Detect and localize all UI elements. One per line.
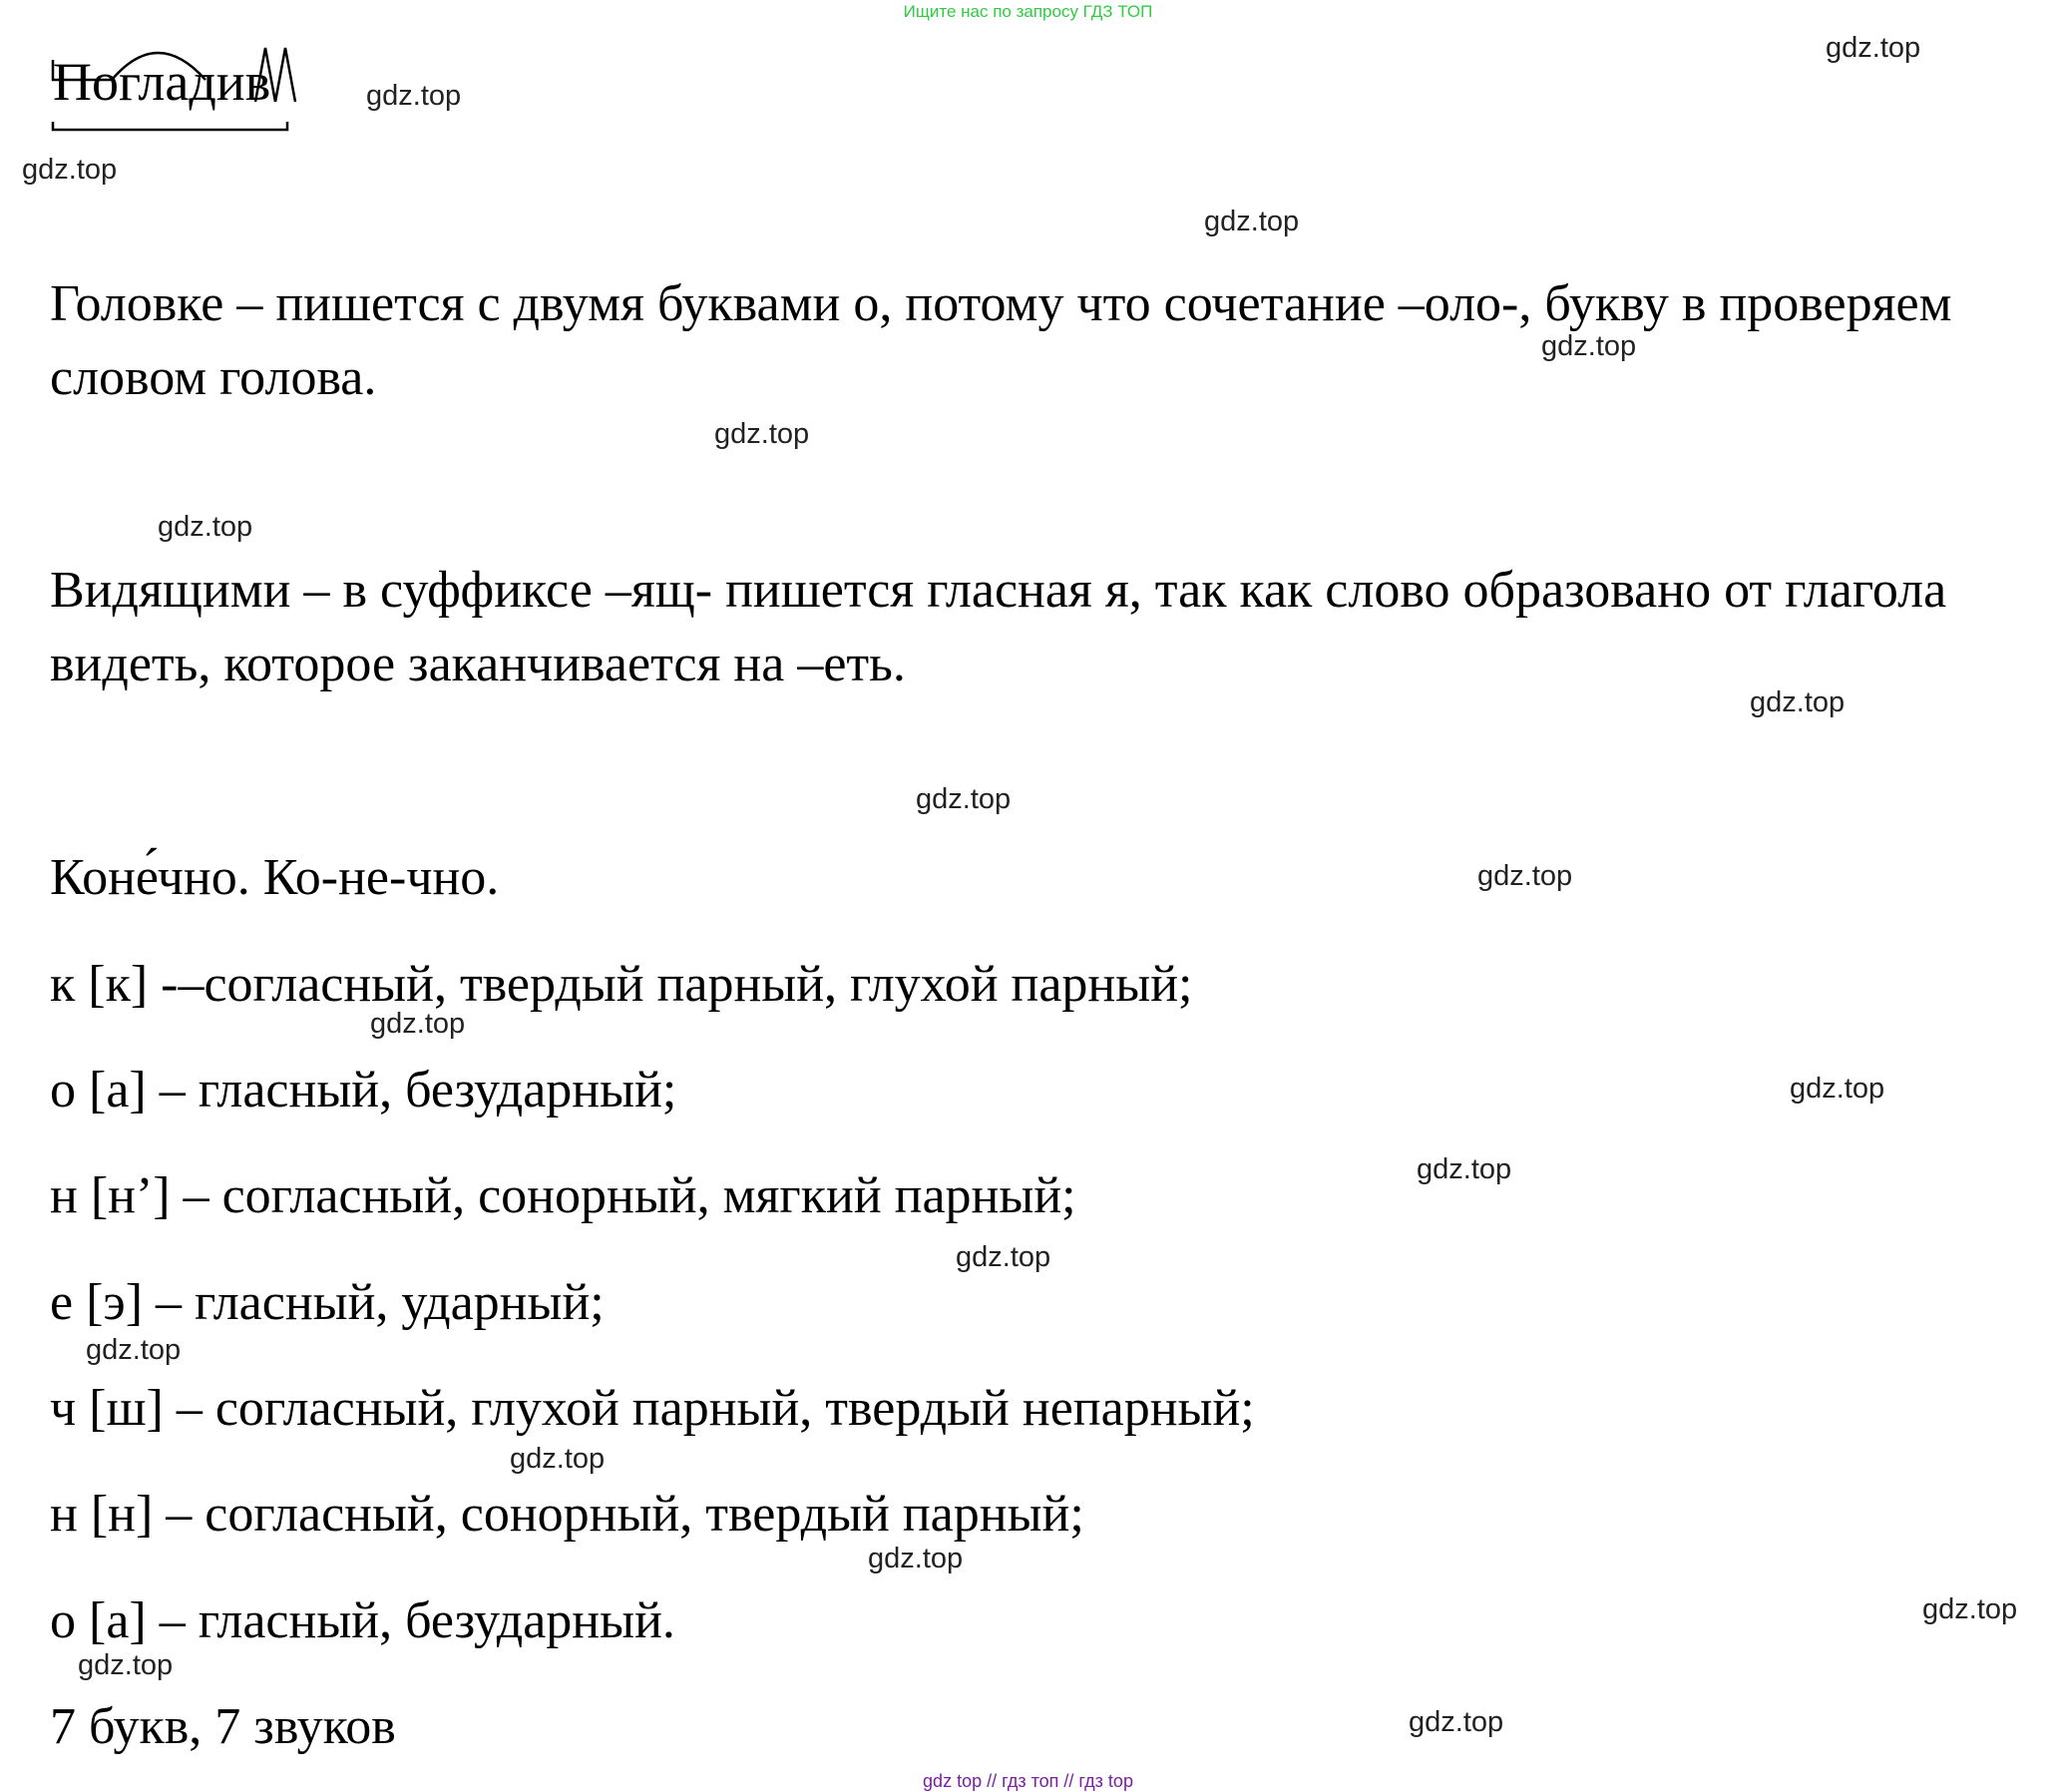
watermark: gdz.top	[78, 1649, 174, 1681]
sound-line: е [э] – гласный, ударный;	[50, 1274, 605, 1331]
analyzed-word: Погладив	[53, 52, 271, 112]
letters-sounds-summary: 7 букв, 7 звуков	[50, 1698, 396, 1755]
phonetic-heading: Коне́чно. Ко-не-чно.	[50, 849, 500, 906]
watermark: gdz.top	[868, 1543, 964, 1574]
sound-line: к [к] -–согласный, твердый парный, глухой парный;	[50, 956, 1193, 1013]
watermark: gdz.top	[1826, 32, 1921, 64]
watermark: gdz.top	[158, 511, 253, 543]
watermark: gdz.top	[1477, 860, 1573, 892]
sound-line: н [н’] – согласный, сонорный, мягкий парный;	[50, 1167, 1076, 1224]
watermark: gdz.top	[1750, 686, 1846, 718]
watermark: gdz.top	[1922, 1593, 2018, 1625]
sound-line: о [а] – гласный, безударный.	[50, 1592, 675, 1649]
watermark: gdz.top	[370, 1008, 466, 1040]
sound-line: н [н] – согласный, сонорный, твердый парный;	[50, 1486, 1084, 1543]
watermark: gdz.top	[510, 1443, 606, 1475]
watermark: gdz.top	[1409, 1706, 1504, 1738]
watermark: gdz.top	[916, 783, 1012, 815]
watermark: gdz.top	[1204, 206, 1300, 237]
paragraph-vidyashchimi: Видящими – в суффиксе –ящ- пишется гласная я, так как слово образовано от глагола видеть, которое заканчивается на –еть.	[50, 562, 1947, 692]
watermark: gdz.top	[956, 1241, 1051, 1273]
sound-line: о [а] – гласный, безударный;	[50, 1062, 677, 1119]
top-banner: Ищите нас по запросу ГДЗ ТОП	[903, 2, 1153, 21]
watermark: gdz.top	[366, 80, 462, 112]
watermark: gdz.top	[1541, 330, 1637, 362]
watermark: gdz.top	[22, 154, 118, 186]
sound-line: ч [ш] – согласный, глухой парный, твердый непарный;	[50, 1380, 1255, 1437]
watermark: gdz.top	[86, 1334, 182, 1366]
morpheme-analysis	[50, 22, 299, 132]
bottom-banner: gdz top // гдз топ // гдз top	[923, 1771, 1133, 1791]
watermark: gdz.top	[714, 418, 810, 450]
paragraph-golovke: Головке – пишется с двумя буквами о, потому что сочетание –оло-, букву в проверяем словом голова.	[50, 275, 1952, 406]
watermark: gdz.top	[1790, 1073, 1885, 1105]
watermark: gdz.top	[1417, 1153, 1512, 1185]
